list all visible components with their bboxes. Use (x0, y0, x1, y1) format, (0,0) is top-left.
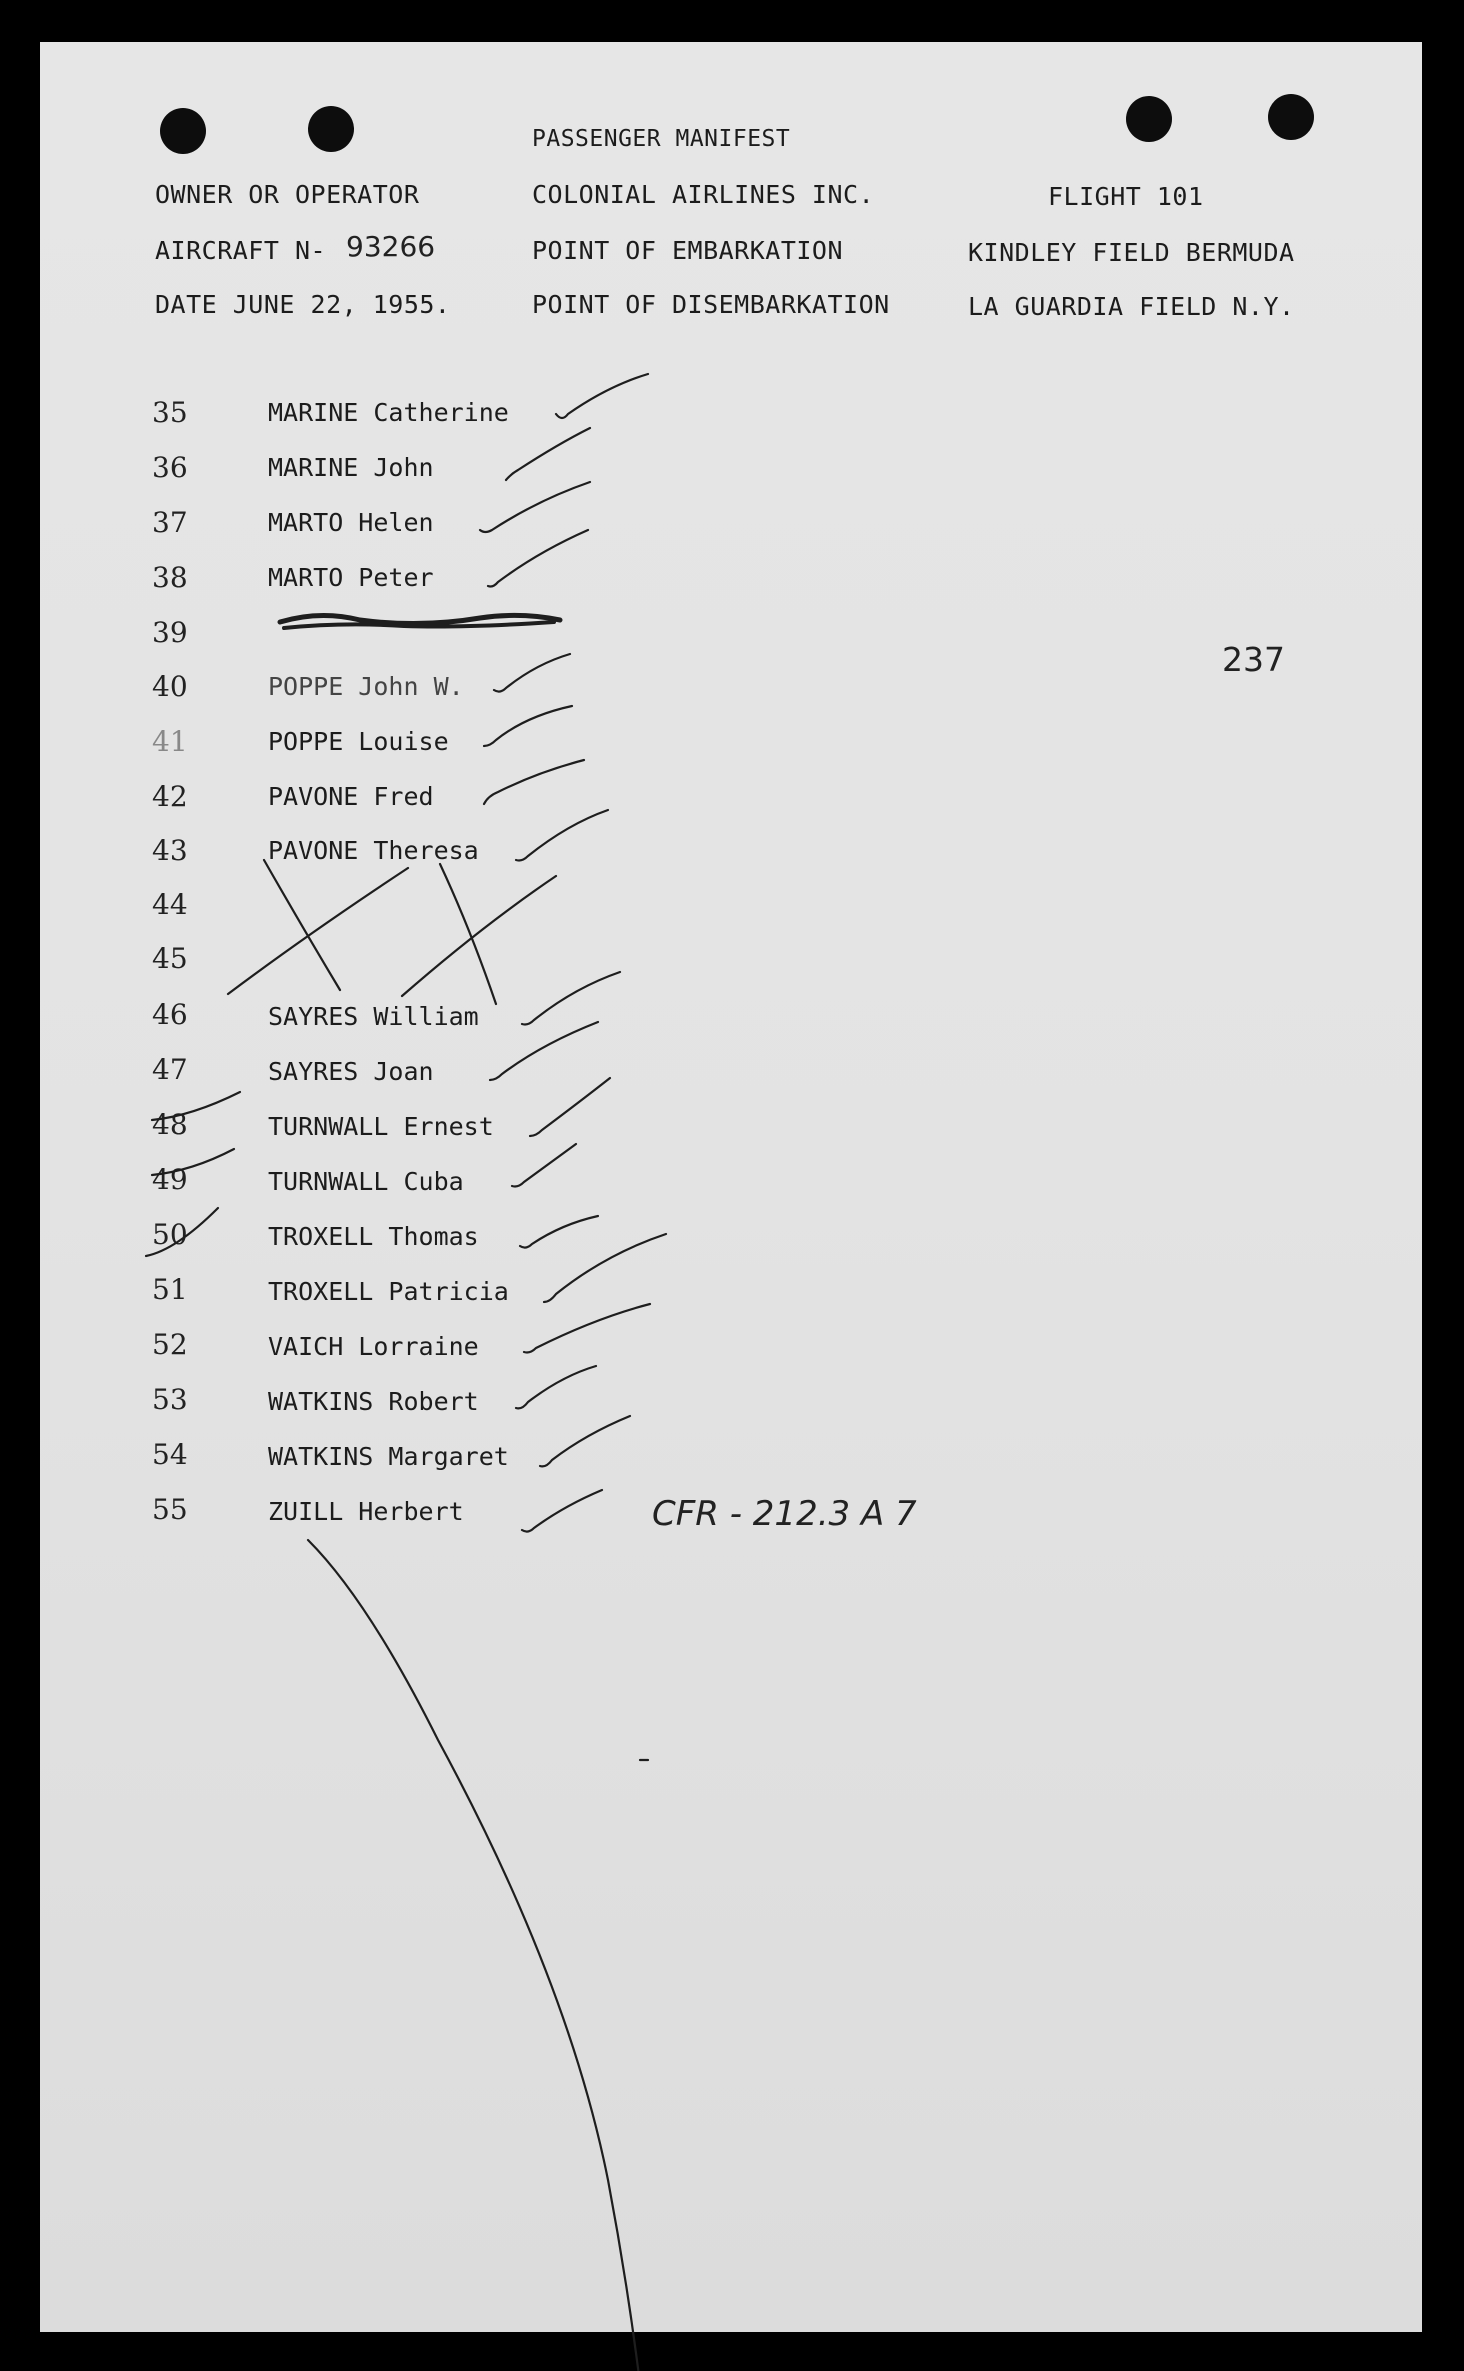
check-mark (540, 1416, 630, 1466)
check-mark (488, 530, 588, 587)
passenger-name: PAVONE Fred (268, 782, 434, 811)
embarkation-value: KINDLEY FIELD BERMUDA (968, 238, 1295, 267)
passenger-name: POPPE John W. (268, 672, 464, 701)
passenger-name: SAYRES William (268, 1002, 479, 1031)
passenger-name: ZUILL Herbert (268, 1497, 464, 1526)
check-mark (490, 1022, 598, 1080)
passenger-name: VAICH Lorraine (268, 1332, 479, 1361)
check-mark (522, 1490, 602, 1532)
passenger-number: 42 (152, 780, 188, 813)
owner-value: COLONIAL AIRLINES INC. (532, 180, 875, 209)
passenger-name: MARTO Peter (268, 563, 434, 592)
passenger-name: MARINE Catherine (268, 398, 509, 427)
check-mark (530, 1078, 610, 1136)
passenger-name: TURNWALL Cuba (268, 1167, 464, 1196)
passenger-number: 44 (152, 888, 188, 921)
check-mark (520, 1216, 598, 1248)
check-mark (512, 1144, 576, 1187)
check-mark (556, 374, 648, 418)
page-number: 237 (1222, 640, 1285, 679)
passenger-name: PAVONE Theresa (268, 836, 479, 865)
passenger-name: MARINE John (268, 453, 434, 482)
cross-out-x (228, 868, 408, 994)
passenger-number: 55 (152, 1493, 188, 1526)
disembarkation-value: LA GUARDIA FIELD N.Y. (968, 292, 1295, 321)
passenger-name: MARTO Helen (268, 508, 434, 537)
passenger-number: 49 (152, 1163, 188, 1196)
check-mark (506, 428, 590, 480)
passenger-number: 54 (152, 1438, 188, 1471)
check-mark (524, 1304, 650, 1353)
check-mark (544, 1234, 666, 1302)
passenger-name: TROXELL Thomas (268, 1222, 479, 1251)
passenger-number: 45 (152, 942, 188, 975)
check-mark (494, 654, 570, 692)
passenger-number: 51 (152, 1273, 188, 1306)
passenger-number: 36 (152, 451, 188, 484)
passenger-name: SAYRES Joan (268, 1057, 434, 1086)
number-strike (152, 1092, 240, 1120)
aircraft-number: 93266 (346, 230, 436, 263)
passenger-number: 53 (152, 1383, 188, 1416)
passenger-number: 47 (152, 1053, 188, 1086)
passenger-number: 46 (152, 998, 188, 1031)
passenger-name: POPPE Louise (268, 727, 449, 756)
passenger-number: 38 (152, 561, 188, 594)
check-mark (484, 706, 572, 746)
passenger-number: 52 (152, 1328, 188, 1361)
check-mark (516, 1366, 596, 1408)
passenger-number: 35 (152, 396, 188, 429)
aircraft-label: AIRCRAFT N- (155, 236, 327, 265)
check-mark (480, 482, 590, 532)
passenger-name: TROXELL Patricia (268, 1277, 509, 1306)
date-label: DATE JUNE 22, 1955. (155, 290, 451, 319)
check-mark (516, 810, 608, 861)
embarkation-label: POINT OF EMBARKATION (532, 236, 844, 265)
long-pen-line (308, 1540, 656, 2371)
disembarkation-label: POINT OF DISEMBARKATION (532, 290, 890, 319)
cross-out-x (402, 876, 556, 996)
check-mark (484, 760, 584, 804)
passenger-number: 40 (152, 670, 188, 703)
owner-label: OWNER OR OPERATOR (155, 180, 420, 209)
number-strike (146, 1208, 218, 1256)
cross-out-x (440, 864, 496, 1004)
passenger-number: 39 (152, 616, 188, 649)
passenger-name: WATKINS Robert (268, 1387, 479, 1416)
cross-out-x (264, 860, 340, 990)
passenger-number: 50 (152, 1218, 188, 1251)
passenger-number: 48 (152, 1108, 188, 1141)
check-mark (522, 972, 620, 1025)
passenger-number: 41 (152, 725, 188, 758)
flight-number: FLIGHT 101 (1048, 182, 1204, 211)
number-strike (152, 1149, 234, 1175)
passenger-number: 37 (152, 506, 188, 539)
passenger-number: 43 (152, 834, 188, 867)
cfr-annotation: CFR - 212.3 A 7 (652, 1494, 917, 1534)
passenger-name: WATKINS Margaret (268, 1442, 509, 1471)
manifest-title: PASSENGER MANIFEST (532, 126, 791, 152)
passenger-name: TURNWALL Ernest (268, 1112, 494, 1141)
